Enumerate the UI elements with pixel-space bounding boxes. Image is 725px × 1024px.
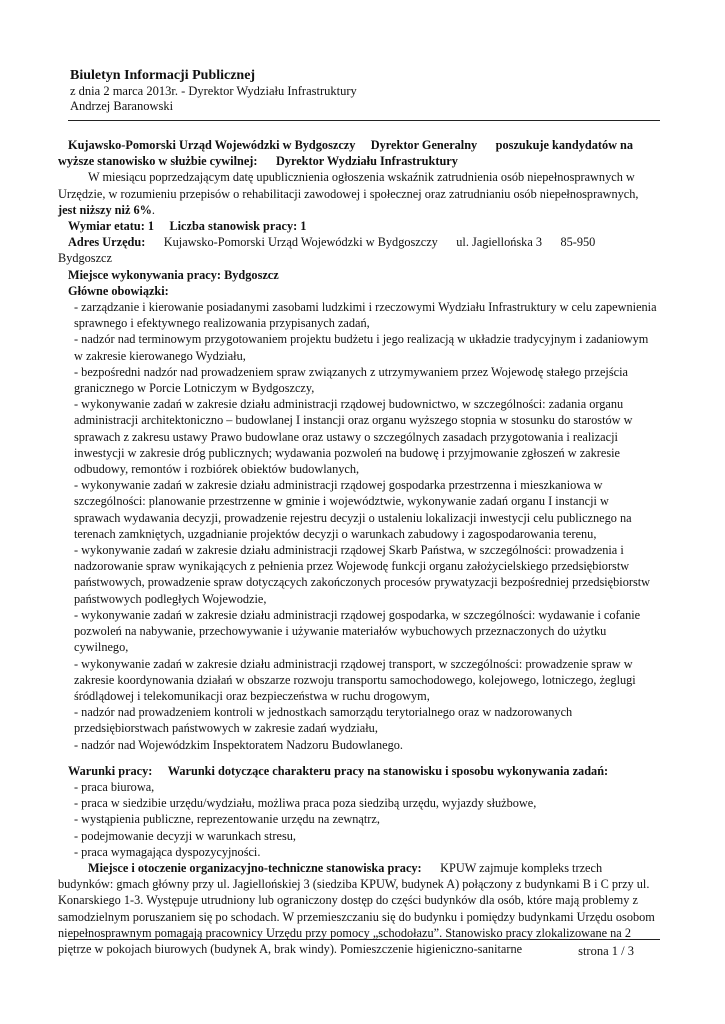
- list-item: - nadzór nad terminowym przygotowaniem projektu budżetu i jego realizacją w układzie tradycyjnym i zadaniowym w zakresie kierowanego Wydziału,: [74, 332, 649, 363]
- document-body: [58, 137, 658, 957]
- conditions-line: [58, 763, 658, 779]
- address-postal: 85-950: [560, 235, 596, 250]
- office-name: Kujawsko-Pomorski Urząd Wojewódzki w Bydgoszczy: [68, 138, 356, 152]
- address-line: [58, 234, 658, 250]
- page-number: strona 1 / 3: [578, 944, 634, 958]
- list-item: - nadzór nad prowadzeniem kontroli w jednostkach samorządu terytorialnego oraz w nadzorowanych przedsiębiorstwach państwowych w zakresie zadań wydziału,: [74, 705, 573, 736]
- disability-end: .: [151, 202, 155, 217]
- list-item: - nadzór nad Wojewódzkim Inspektoratem Nadzoru Budowlanego.: [74, 737, 403, 752]
- list-item: - zarządzanie i kierowanie posiadanymi zasobami ludzkimi i rzeczowymi Wydziału Infrastruktury w celu zapewnienia sprawnego i efektywnego realizowania przypisanych zadań,: [74, 300, 657, 331]
- list-item: - wykonywanie zadań w zakresie działu administracji rządowej Skarb Państwa, w szczególności: prowadzenia i nadzorowanie spraw wynikających z pełnienia przez Wojewodę funkcji organu założycielskiego przedsiębiorstw państwowych, prowadzenie spraw dotyczących zakończonych procesów prywatyzacji bezpośredniej przedsiębiorstw państwowych podległych Wojewodzie,: [74, 543, 651, 606]
- address-street: ul. Jagiellońska 3: [456, 235, 543, 250]
- header-divider: [68, 120, 660, 121]
- environment-text: KPUW zajmuje kompleks trzech budynków: gmach główny przy ul. Jagiellońskiej 3 (siedziba KPUW, budynek A) połączony z budynkami B i C przy ul. Konarskiego 1-3. Występuje utrudniony lub ograniczony dostęp do części budynków dla osób, które mają problemy z samodzielnym poruszaniem się po schodach. W przemieszczaniu się do budynku i pomiędzy budynkami Urzędu osobom niepełnosprawnym pomagają pracownicy Urzędu przy pomocy „schodołazu”. Stanowisko pracy zlokalizowane na 2 piętrze w pokojach biurowych (budynek A, brak windy). Pomieszczenie higieniczno-sanitarne: [58, 860, 655, 956]
- list-item: - bezpośredni nadzór nad prowadzeniem spraw związanych z utrzymywaniem przez Wojewodę stałego przejścia granicznego w Porcie Lotniczym w Bydgoszczy,: [74, 364, 628, 396]
- header-title: Biuletyn Informacji Publicznej: [70, 68, 256, 83]
- duties-label: Główne obowiązki:: [68, 283, 169, 298]
- disability-bold: jest niższy niż 6%: [58, 202, 152, 217]
- disability-paragraph: [58, 169, 658, 218]
- place-line: Miejsce wykonywania pracy: Bydgoszcz: [68, 267, 279, 282]
- stanowiska-value: Liczba stanowisk pracy: 1: [169, 219, 307, 234]
- list-item: - wykonywanie zadań w zakresie działu administracji rządowej gospodarka przestrzenna i mieszkaniowa w szczególności: planowanie przestrzenne w gminie i województwie, wykonywanie zadań organu I instancji w sprawach wydawania decyzji, prowadzenie rejestru decyzji o ustaleniu lokalizacji inwestycji celu publicznego na terenach zamkniętych, uzgadnianie projektów decyzji o warunkach zabudowy i zagospodarowania terenu,: [74, 478, 632, 541]
- environment-label: Miejsce i otoczenie organizacyjno-techniczne stanowiska pracy:: [88, 860, 422, 875]
- duties-list: [58, 299, 658, 753]
- address-city: Bydgoszcz: [58, 251, 112, 266]
- director-label: Dyrektor Generalny: [370, 138, 478, 152]
- list-item: - praca w siedzibie urzędu/wydziału, możliwa praca poza siedzibą urzędu, wyjazdy służbowe,: [74, 796, 537, 811]
- address-label: Adres Urzędu:: [68, 235, 146, 250]
- position-line: [58, 153, 658, 169]
- header-author: Andrzej Baranowski: [70, 99, 174, 113]
- position-type: wyższe stanowisko w służbie cywilnej:: [58, 154, 258, 169]
- position-title: Dyrektor Wydziału Infrastruktury: [275, 154, 458, 169]
- list-item: - wykonywanie zadań w zakresie działu administracji rządowej transport, w szczególności: prowadzenie spraw w zakresie koordynowania działań w obszarze rozwoju transportu samochodowego, kolejowego, lotniczego, żeglugi śródlądowej i telekomunikacji oraz bezpieczeństwa w ruchu drogowym,: [74, 656, 636, 703]
- intro-line: [58, 137, 658, 153]
- etat-value: Wymiar etatu: 1: [68, 219, 155, 234]
- list-item: - wykonywanie zadań w zakresie działu administracji rządowej budownictwo, w szczególności: zadania organu administracji architektoniczno – budowlanej I instancji oraz organu wyższego stopnia w stosunku do starostów w sprawach z zakresu ustawy Prawo budowlane oraz ustawy o szczególnych zasadach przygotowania i realizacji inwestycji w zakresie dróg publicznych; wydawania pozwoleń na budowę i przyjmowanie zgłoszeń w zakresie odbudowy, remontów i rozbiórek obiektów budowlanych,: [74, 397, 633, 477]
- conditions-list: [58, 779, 658, 860]
- disability-text: W miesiącu poprzedzającym datę upublicznienia ogłoszenia wskaźnik zatrudnienia osób niepełnosprawnych w Urzędzie, w rozumieniu przepisów o rehabilitacji zawodowej i społecznej oraz zatrudnianiu osób niepełnosprawnych,: [58, 170, 639, 201]
- header-date-line: z dnia 2 marca 2013r. - Dyrektor Wydziału Infrastruktury: [70, 84, 357, 98]
- etat-line: [58, 218, 658, 234]
- list-item: - praca biurowa,: [74, 779, 155, 794]
- document-header: [70, 68, 656, 114]
- list-item: - wykonywanie zadań w zakresie działu administracji rządowej gospodarka, w szczególności: wydawanie i cofanie pozwoleń na nabywanie, przechowywanie i używanie materiałów wybuchowych przeznaczonych do użytku cywilnego,: [74, 607, 641, 655]
- list-item: - podejmowanie decyzji w warunkach stresu,: [74, 828, 296, 843]
- list-item: - wystąpienia publiczne, reprezentowanie urzędu na zewnątrz,: [74, 812, 380, 827]
- seeks-text: poszukuje kandydatów na: [495, 138, 634, 152]
- conditions-label: Warunki pracy:: [68, 763, 153, 778]
- footer-divider: [68, 939, 660, 940]
- list-item: - praca wymagająca dyspozycyjności.: [74, 844, 261, 859]
- address-name: Kujawsko-Pomorski Urząd Wojewódzki w Bydgoszczy: [163, 235, 438, 250]
- conditions-heading: Warunki dotyczące charakteru pracy na stanowisku i sposobu wykonywania zadań:: [167, 763, 609, 778]
- environment-paragraph: [58, 860, 658, 957]
